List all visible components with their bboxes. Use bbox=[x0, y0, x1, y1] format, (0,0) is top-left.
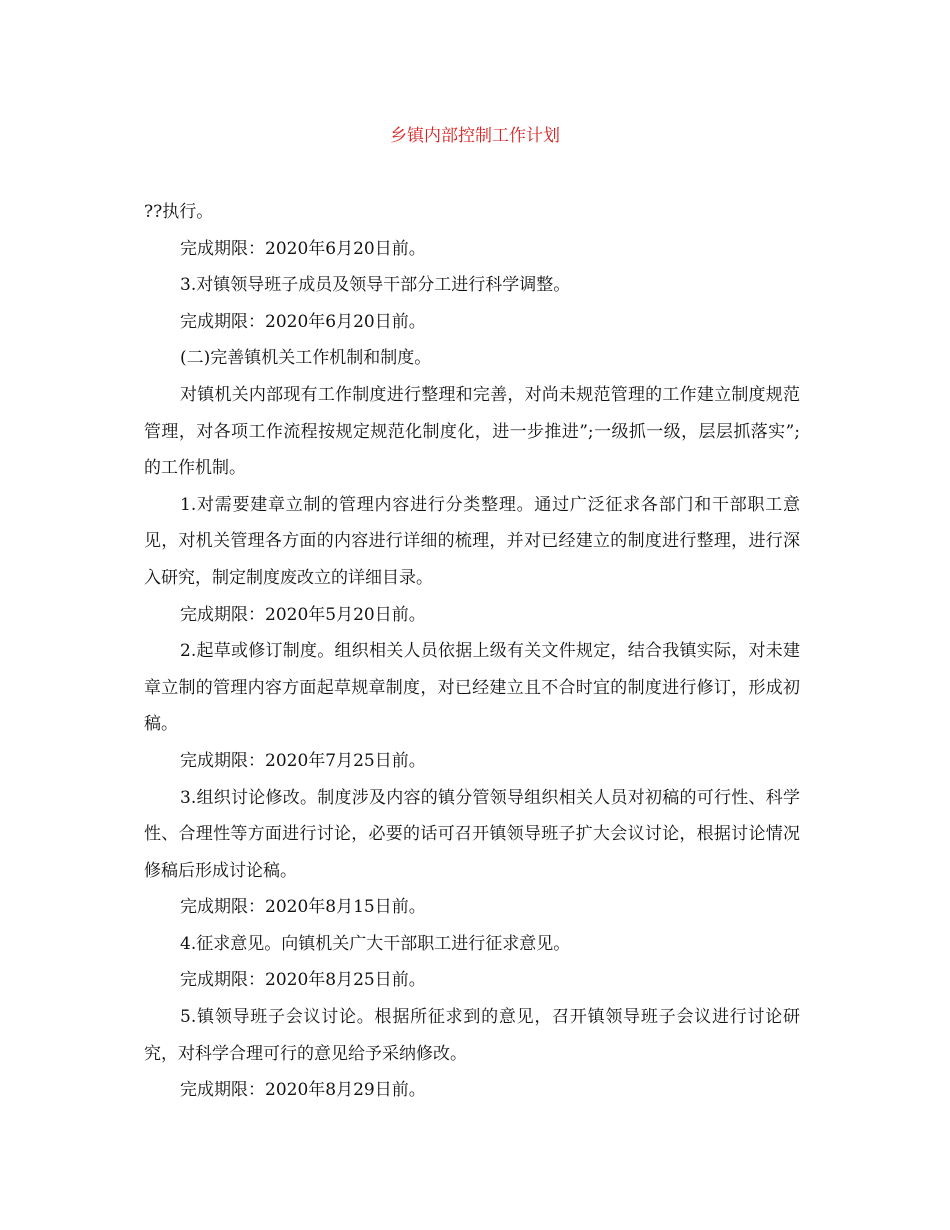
document-body bbox=[144, 194, 800, 1109]
paragraph: ??执行。 bbox=[144, 202, 214, 222]
paragraph: 完成期限：2020年8月15日前。 bbox=[180, 897, 426, 918]
paragraph: 3.组织讨论修改。制度涉及内容的镇分管领导组织相关人员对初稿的可行性、科学性、合理性等方面进行讨论，必要的话可召开镇领导班子扩大会议讨论，根据讨论情况修稿后形成讨论稿。 bbox=[144, 787, 800, 881]
paragraph: 4.征求意见。向镇机关广大干部职工进行征求意见。 bbox=[180, 933, 571, 954]
document-title: 乡镇内部控制工作计划 bbox=[390, 126, 560, 146]
paragraph: 完成期限：2020年7月25日前。 bbox=[180, 750, 426, 771]
paragraph: (二)完善镇机关工作机制和制度。 bbox=[180, 348, 432, 369]
paragraph: 完成期限：2020年8月29日前。 bbox=[180, 1080, 426, 1101]
paragraph: 完成期限：2020年5月20日前。 bbox=[180, 604, 426, 625]
paragraph: 3.对镇领导班子成员及领导干部分工进行科学调整。 bbox=[180, 275, 571, 296]
paragraph: 对镇机关内部现有工作制度进行整理和完善，对尚未规范管理的工作建立制度规范管理，对各项工作流程按规定规范化制度化，进一步推进”;一级抓一级，层层抓落实”;的工作机制。 bbox=[144, 384, 800, 479]
paragraph: 完成期限：2020年6月20日前。 bbox=[180, 238, 426, 259]
paragraph: 5.镇领导班子会议讨论。根据所征求到的意见，召开镇领导班子会议进行讨论研究，对科学合理可行的意见给予采纳修改。 bbox=[144, 1007, 800, 1064]
paragraph: 2.起草或修订制度。组织相关人员依据上级有关文件规定，结合我镇实际，对未建章立制的管理内容方面起草规章制度，对已经建立且不合时宜的制度进行修订，形成初稿。 bbox=[144, 641, 800, 735]
paragraph: 完成期限：2020年8月25日前。 bbox=[180, 970, 426, 991]
paragraph: 1.对需要建章立制的管理内容进行分类整理。通过广泛征求各部门和干部职工意见，对机关管理各方面的内容进行详细的梳理，并对已经建立的制度进行整理，进行深入研究，制定制度废改立的详细目录。 bbox=[144, 494, 800, 588]
paragraph: 完成期限：2020年6月20日前。 bbox=[180, 311, 426, 332]
